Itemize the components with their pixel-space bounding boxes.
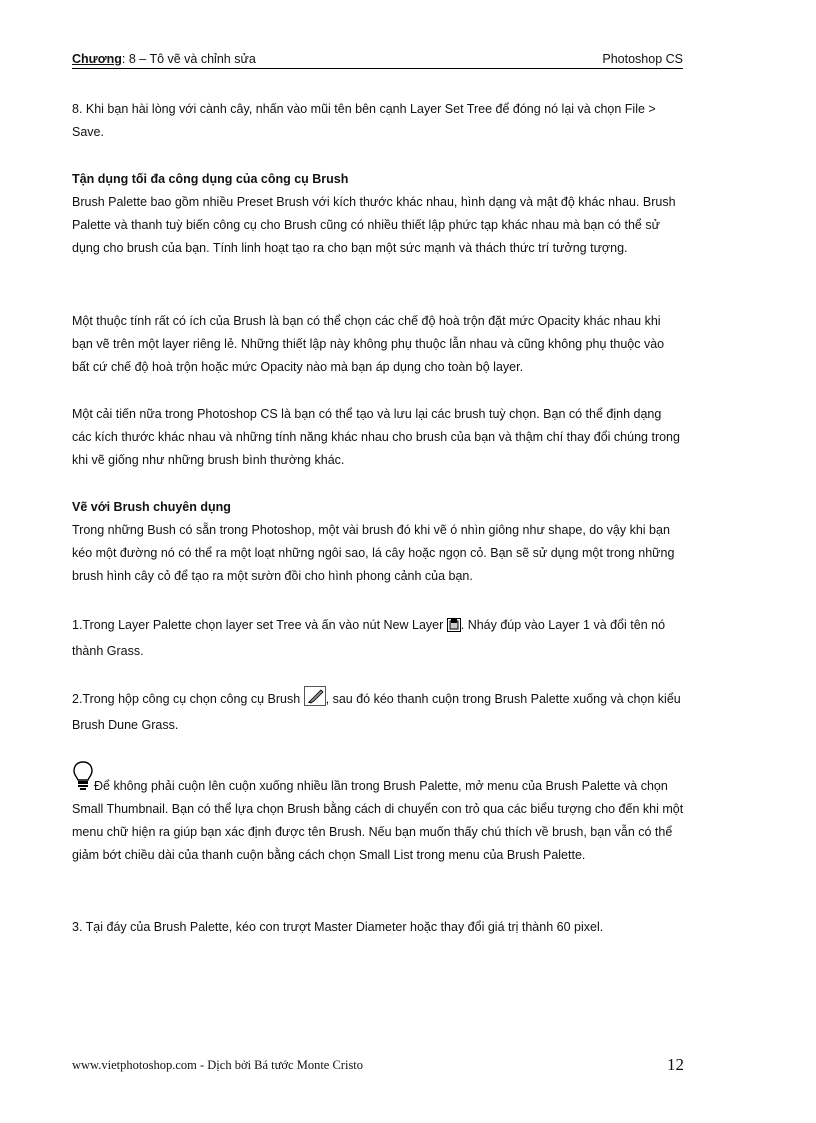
tip-paragraph: Để không phải cuộn lên cuộn xuống nhiều lần trong Brush Palette, mở menu của Brush Palette và chọn Small Thumbnail. Bạn có thể lựa chọn Brush bằng cách di chuyển con trỏ qua các biểu tượng cho đến khi một menu chữ hiện ra giúp bạn xác định được tên Brush. Nếu bạn muốn thấy chú thích về brush, bạn vẫn có thể giảm bớt chiều dài của thanh cuộn bằng cách chọn Small List trong menu của Brush Palette. (72, 779, 684, 862)
step-3: 3. Tại đáy của Brush Palette, kéo con trượt Master Diameter hoặc thay đổi giá trị thành 60 pixel. (72, 920, 604, 934)
new-layer-icon (447, 617, 461, 640)
page-header (72, 52, 683, 69)
page-number: 12 (667, 1055, 684, 1074)
brush-tool-icon (304, 686, 326, 714)
step-1-text-b: . Nháy đúp vào Layer 1 và đổi tên nó thành Grass. (72, 618, 666, 658)
paragraph-special-brush: Trong những Bush có sẵn trong Photoshop, một vài brush đó khi vẽ ó nhìn giông như shape, do vậy khi bạn kéo một đường nó có thể ra một loạt những ngôi sao, lá cây hoặc ngọn cỏ. Bạn sẽ sử dụng một trong những brush hình cây cỏ để tạo ra một sườn đồi cho hình phong cảnh của bạn. (72, 523, 675, 583)
paragraph-brush-palette: Brush Palette bao gồm nhiều Preset Brush với kích thước khác nhau, hình dạng và mật độ khác nhau. Brush Palette và thanh tuỳ biến công cụ cho Brush cũng có nhiều thiết lập phức tạp khác nhau mà bạn có thể sử dụng cho brush của bạn. Tính linh hoạt tạo ra cho bạn một sức mạnh và thách thức trí tưởng tượng. (72, 195, 676, 255)
book-title: Photoshop CS (602, 52, 683, 66)
step-8: 8. Khi bạn hài lòng với cành cây, nhấn vào mũi tên bên cạnh Layer Set Tree để đóng nó lại và chọn File > Save. (72, 102, 656, 139)
paragraph-custom-brush: Một cải tiến nữa trong Photoshop CS là bạn có thể tạo và lưu lại các brush tuỳ chọn. Bạn có thể định dạng các kích thước khác nhau và những tính năng khác nhau cho brush của bạn và thậm chí thay đổi chúng trong khi vẽ giống như những brush bình thường khác. (72, 407, 680, 467)
heading-brush-usage: Tận dụng tối đa công dụng của công cụ Brush (72, 172, 349, 186)
step-2-text-b: , sau đó kéo thanh cuộn trong Brush Palette xuống và chọn kiểu Brush Dune Grass. (72, 692, 681, 732)
step-2 (72, 686, 684, 737)
step-2-text-a: 2.Trong hộp công cụ chọn công cụ Brush (72, 692, 304, 706)
footer-site: www.vietphotoshop.com - Dịch bởi Bá tước Monte Cristo (72, 1058, 364, 1072)
step-1 (72, 614, 684, 663)
step-1-text-a: 1.Trong Layer Palette chọn layer set Tree và ấn vào nút New Layer (72, 618, 447, 632)
chapter-label: Chương (72, 52, 122, 66)
heading-special-brush: Vẽ với Brush chuyên dụng (72, 500, 231, 514)
chapter-title (72, 52, 256, 66)
paragraph-brush-property: Một thuộc tính rất có ích của Brush là bạn có thể chọn các chế độ hoà trộn đặt mức Opacity khác nhau khi bạn vẽ trên một layer riêng lẻ. Những thiết lập này không phụ thuộc lẫn nhau và cũng không phụ thuộc vào bất cứ chế độ hoà trộn hoặc mức Opacity nào mà bạn áp dụng cho toàn bộ layer. (72, 314, 665, 374)
chapter-name: : 8 – Tô vẽ và chỉnh sửa (121, 52, 256, 66)
